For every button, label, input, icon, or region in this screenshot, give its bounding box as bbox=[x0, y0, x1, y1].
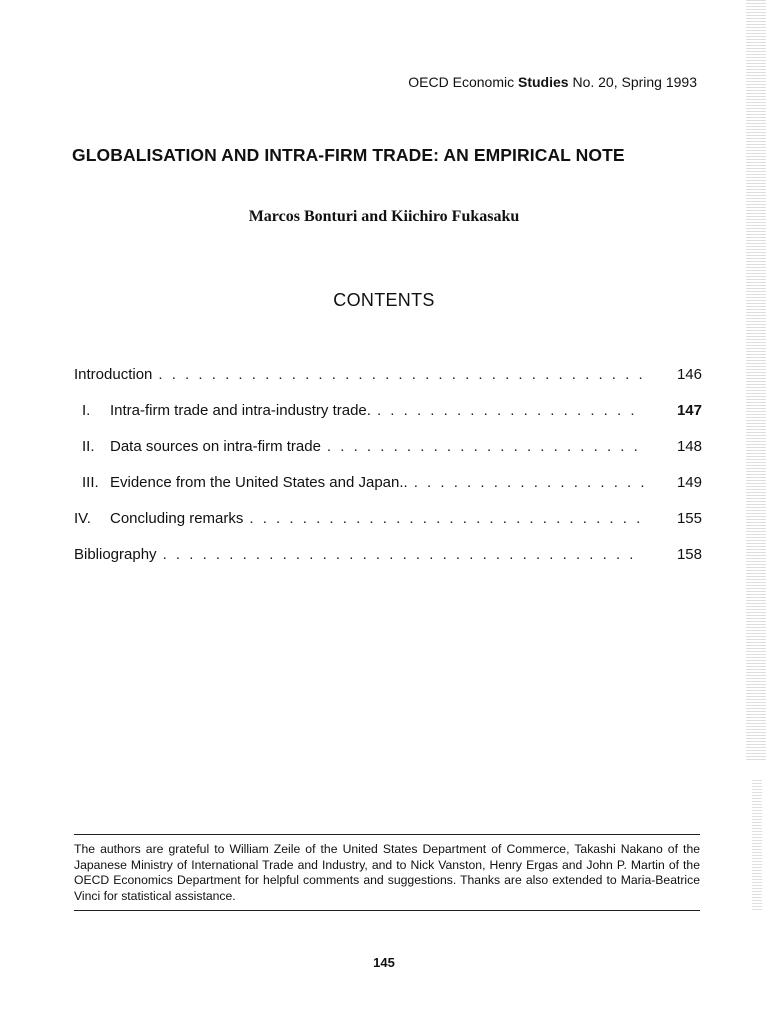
scan-edge-artifact bbox=[752, 780, 762, 910]
toc-entry-introduction bbox=[74, 366, 702, 402]
toc-entry-number: IV. bbox=[74, 510, 91, 527]
acknowledgement-footnote: The authors are grateful to William Zeile of the United States Department of Commerce, Takashi Nakano of the Japanese Ministry of International Trade and Industry, and to Nick Vanston, Henry Ergas and John P. Martin of the OECD Economics Department for helpful comments and suggestions. Thanks are also extended to Maria-Beatrice Vinci for statistical assistance. bbox=[74, 842, 700, 903]
toc-entry-label: Intra-firm trade and intra-industry trade. bbox=[110, 402, 371, 419]
footnote-rule-bottom bbox=[74, 910, 700, 911]
journal-bold-word: Studies bbox=[518, 74, 569, 90]
toc-entry-label: Introduction bbox=[74, 366, 153, 383]
journal-suffix: No. 20, Spring 1993 bbox=[572, 74, 697, 90]
toc-dot-leader bbox=[327, 438, 644, 455]
journal-citation bbox=[408, 74, 697, 90]
toc-entry-page: 148 bbox=[676, 438, 702, 455]
toc-entry-section-4 bbox=[74, 510, 702, 546]
toc-entry-section-1 bbox=[74, 402, 702, 438]
toc-entry-page: 146 bbox=[676, 366, 702, 383]
toc-dot-leader bbox=[163, 546, 644, 563]
toc-dot-leader bbox=[414, 474, 644, 491]
toc-entry-number: II. bbox=[82, 438, 95, 455]
toc-entry-bibliography bbox=[74, 546, 702, 582]
journal-prefix: OECD Economic bbox=[408, 74, 515, 90]
toc-entry-number: III. bbox=[82, 474, 99, 491]
toc-entry-label: Concluding remarks bbox=[110, 510, 244, 527]
toc-dot-leader bbox=[158, 366, 644, 383]
toc-entry-section-3 bbox=[74, 474, 702, 510]
toc-entry-label: Bibliography bbox=[74, 546, 157, 563]
toc-dot-leader bbox=[249, 510, 644, 527]
page-number: 145 bbox=[373, 955, 395, 970]
toc-entry-section-2 bbox=[74, 438, 702, 474]
toc-entry-label: Evidence from the United States and Japan.. bbox=[110, 474, 408, 491]
toc-entry-number: I. bbox=[82, 402, 91, 419]
toc-entry-page: 147 bbox=[676, 402, 702, 419]
article-title: GLOBALISATION AND INTRA-FIRM TRADE: AN EMPIRICAL NOTE bbox=[72, 145, 625, 165]
toc-entry-label: Data sources on intra-firm trade bbox=[110, 438, 321, 455]
toc-entry-page: 149 bbox=[676, 474, 702, 491]
article-authors: Marcos Bonturi and Kiichiro Fukasaku bbox=[248, 208, 520, 225]
toc-dot-leader bbox=[377, 402, 644, 419]
toc-entry-page: 158 bbox=[676, 546, 702, 563]
scan-edge-artifact bbox=[746, 0, 766, 760]
footnote-rule-top bbox=[74, 834, 700, 835]
toc-entry-page: 155 bbox=[676, 510, 702, 527]
table-of-contents bbox=[74, 366, 702, 582]
contents-heading: CONTENTS bbox=[333, 290, 435, 310]
